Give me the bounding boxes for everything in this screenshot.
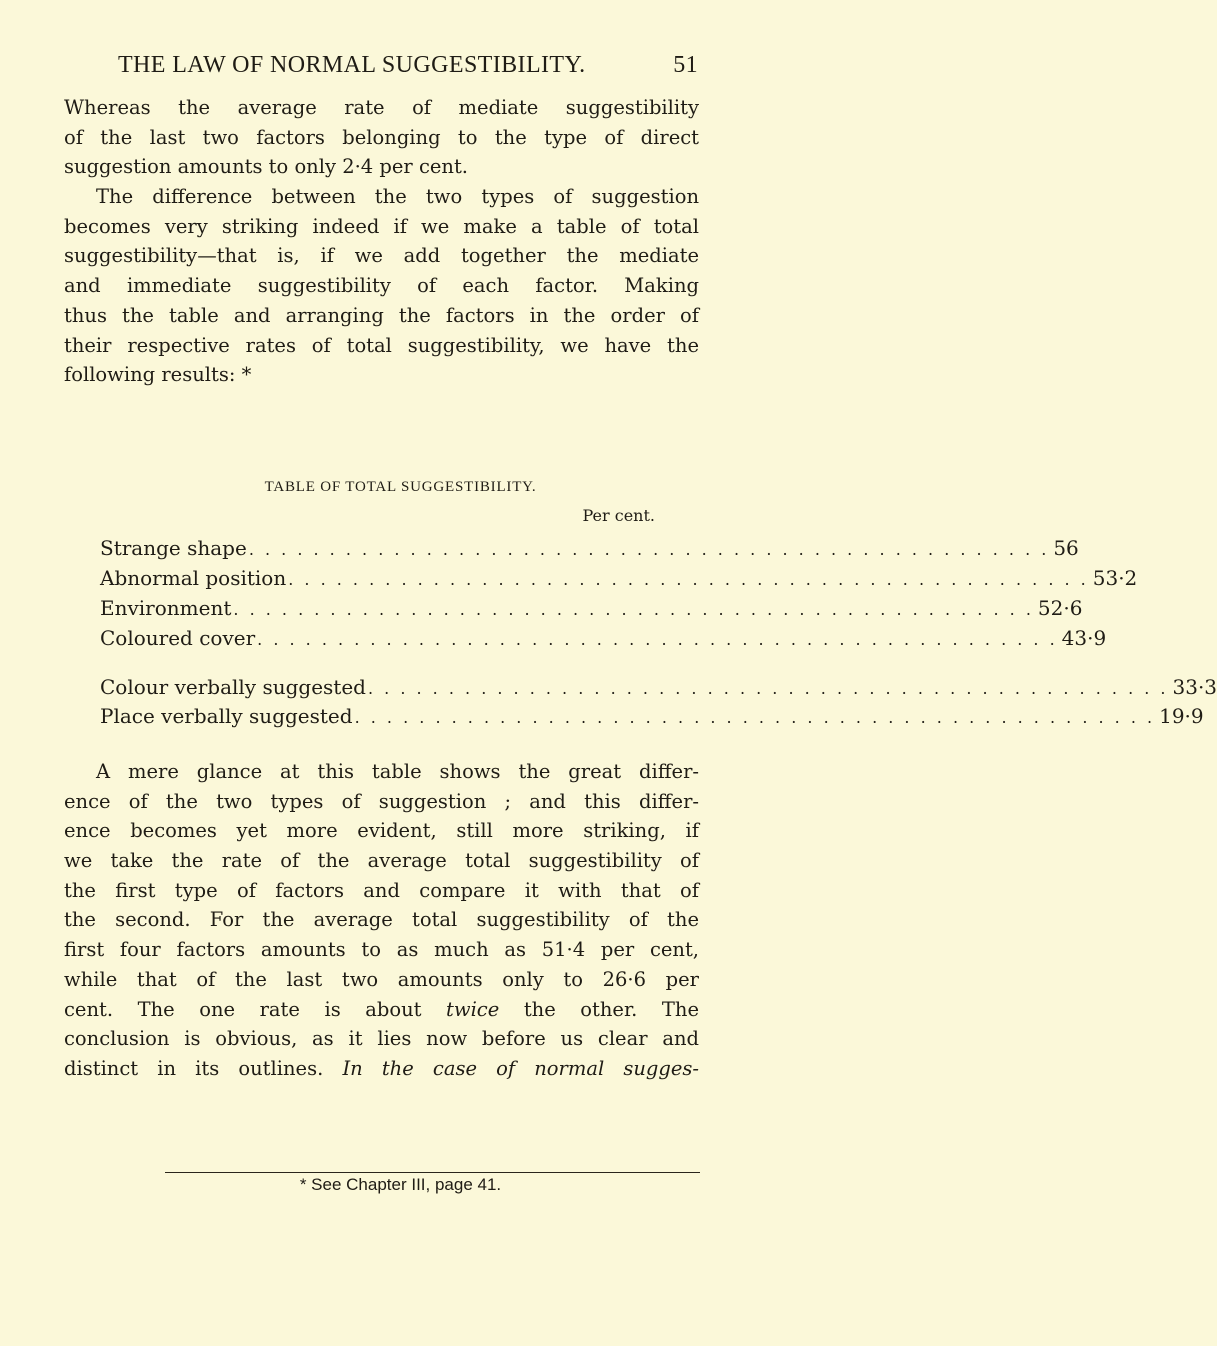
text-segment: distinct in its outlines. xyxy=(64,1056,324,1080)
text-line: we take the rate of the average total suggestibility of xyxy=(64,849,699,873)
paragraph-conclusion xyxy=(64,757,699,1084)
leader-dots: . . . . . . . . . . . . . . . . . . . . . . . . . . . . . . . . . . . . . . . . . . . . . . . . . . xyxy=(257,630,1058,649)
text-line: ence becomes yet more evident, still more striking, if xyxy=(64,819,699,843)
paragraph-intro xyxy=(64,93,699,390)
text-line: while that of the last two amounts only to 26·6 per xyxy=(64,967,699,991)
row-value: 53·2 xyxy=(1092,566,1138,590)
row-value: 52·6 xyxy=(1037,596,1083,620)
table-row xyxy=(100,626,1107,656)
table-title: TABLE OF TOTAL SUGGESTIBILITY. xyxy=(264,479,537,495)
row-label: Colour verbally suggested xyxy=(100,675,366,699)
text-line: A mere glance at this table shows the great differ- xyxy=(96,760,699,783)
text-line: ence of the two types of suggestion ; and this differ- xyxy=(64,789,699,813)
text-line: becomes very striking indeed if we make a table of total xyxy=(64,214,699,238)
row-value: 43·9 xyxy=(1061,626,1107,650)
italic-emphasis: In the case of normal sugges- xyxy=(342,1056,700,1080)
text-line: first four factors amounts to as much as 51·4 per cent, xyxy=(64,938,699,962)
text-line: thus the table and arranging the factors in the order of xyxy=(64,303,699,327)
text-line: conclusion is obvious, as it lies now before us clear and xyxy=(64,1027,699,1051)
text-line: The difference between the two types of suggestion xyxy=(96,185,699,209)
text-line xyxy=(64,995,699,1025)
table-row xyxy=(100,675,1217,705)
leader-dots: . . . . . . . . . . . . . . . . . . . . . . . . . . . . . . . . . . . . . . . . . . . . . . . . . . xyxy=(354,708,1156,727)
page-number: 51 xyxy=(673,52,698,78)
table-row xyxy=(100,704,1204,734)
text-segment: cent. The one rate is about xyxy=(64,997,422,1021)
leader-dots: . . . . . . . . . . . . . . . . . . . . . . . . . . . . . . . . . . . . . . . . . . . . . . . . . . xyxy=(248,540,1050,559)
leader-dots: . . . . . . . . . . . . . . . . . . . . . . . . . . . . . . . . . . . . . . . . . . . . . . . . . . xyxy=(288,570,1089,589)
text-line: their respective rates of total suggestibility, we have the xyxy=(64,333,699,357)
row-value: 33·3 xyxy=(1172,675,1217,699)
row-label: Place verbally suggested xyxy=(100,704,353,728)
row-label: Environment xyxy=(100,596,232,620)
row-label: Strange shape xyxy=(100,536,247,560)
text-line: the first type of factors and compare it with that of xyxy=(64,878,699,902)
text-line xyxy=(64,1054,699,1084)
table-row xyxy=(100,566,1138,596)
footnote: * See Chapter III, page 41. xyxy=(299,1175,502,1194)
running-title: THE LAW OF NORMAL SUGGESTIBILITY. xyxy=(118,52,586,78)
text-line: suggestion amounts to only 2·4 per cent. xyxy=(64,155,468,179)
text-line: following results: * xyxy=(64,363,252,387)
text-line: the second. For the average total suggestibility of the xyxy=(64,908,699,932)
text-segment: the other. The xyxy=(523,997,699,1021)
text-line: suggestibility—that is, if we add together the mediate xyxy=(64,244,699,268)
footnote-divider xyxy=(165,1172,700,1173)
leader-dots: . . . . . . . . . . . . . . . . . . . . . . . . . . . . . . . . . . . . . . . . . . . . . . . . . . xyxy=(367,679,1169,698)
table-column-header: Per cent. xyxy=(582,506,655,525)
row-value: 56 xyxy=(1053,536,1079,560)
text-line: of the last two factors belonging to the type of direct xyxy=(64,125,699,149)
row-label: Coloured cover xyxy=(100,626,256,650)
row-label: Abnormal position xyxy=(100,566,287,590)
row-value: 19·9 xyxy=(1159,704,1204,728)
text-line: and immediate suggestibility of each factor. Making xyxy=(64,274,699,298)
text-line: Whereas the average rate of mediate suggestibility xyxy=(64,96,699,119)
leader-dots: . . . . . . . . . . . . . . . . . . . . . . . . . . . . . . . . . . . . . . . . . . . . . . . . . . xyxy=(233,600,1034,619)
table-row xyxy=(100,536,1079,566)
italic-emphasis: twice xyxy=(446,997,500,1021)
table-row xyxy=(100,596,1083,626)
